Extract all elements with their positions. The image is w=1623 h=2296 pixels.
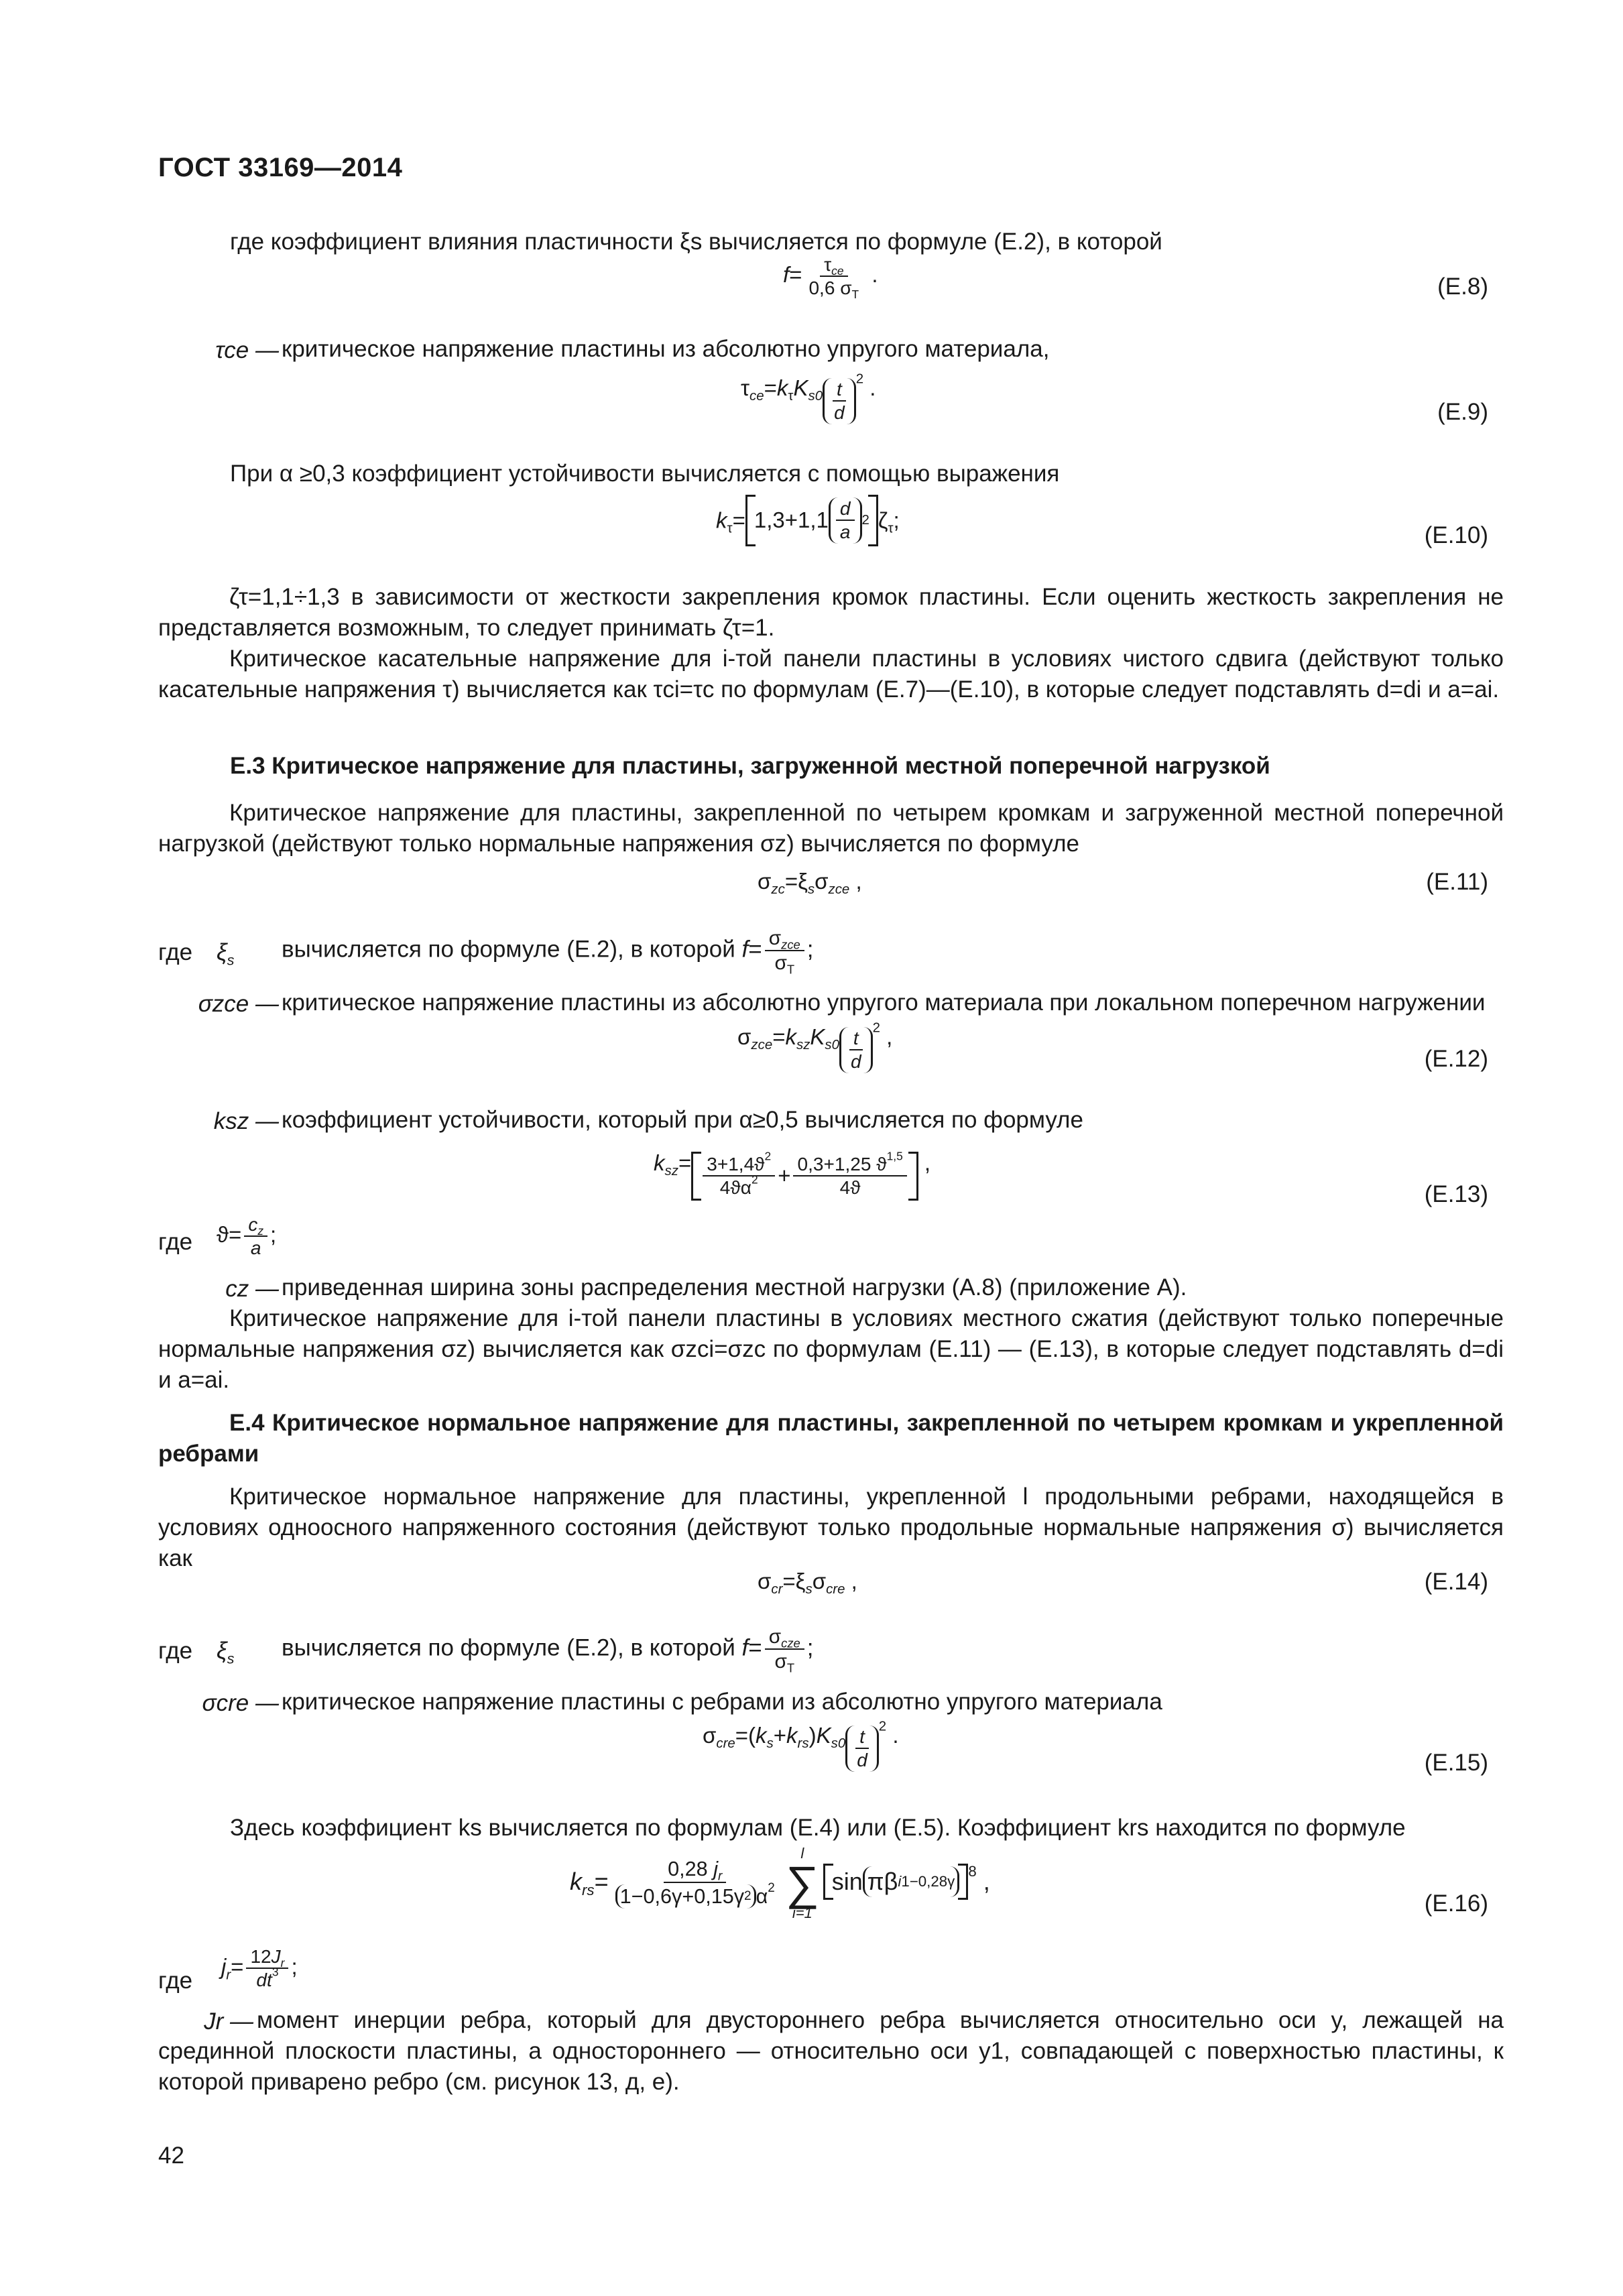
definition-text: критическое напряжение пластины из абсолютно упругого материала, <box>282 336 1050 362</box>
equation-number: (Е.9) <box>1437 399 1488 425</box>
paragraph-alpha: При α ≥0,3 коэффициент устойчивости вычисляется с помощью выражения <box>230 461 1060 487</box>
paragraph-local-compression: Критическое напряжение для i-той панели пластины в условиях местного сжатия (действуют только поперечные нормальные напряжения σz) вычисляется как σzci=σzc по формулам (Е.11) — (Е.13), в которые следует подставлять d=di и a=ai. <box>158 1305 1504 1393</box>
definition-symbol: ksz — <box>213 1108 279 1134</box>
equation-number: (Е.10) <box>1424 522 1488 548</box>
equation-e8: f= $\frac{\tau_{ce}}{0,6 \sigma_Т}$ . <box>783 254 878 302</box>
where-text: вычисляется по формуле (Е.2), в которой f= $\frac{\sigma_{cze}}{\sigma_Т}$ ; <box>282 1626 814 1675</box>
equation-e10: $k_\tau= 1,3+1,1$ $\frac{d}{a}$ 2 $\zeta_\tau$; <box>716 495 900 546</box>
where-label: где <box>158 939 193 965</box>
where-label: где <box>158 1968 193 1994</box>
definition-text: критическое напряжение пластины из абсолютно упругого материала при локальном поперечном нагружении <box>282 989 1486 1016</box>
equation-number: (Е.15) <box>1424 1750 1488 1776</box>
equation-e15: $\sigma_{cre}=(k_s+k_{rs})K_{s0}$ $\frac{t}{d}$ $^2$ . <box>703 1718 899 1771</box>
equation-number: (Е.16) <box>1424 1890 1488 1917</box>
paragraph-text: где коэффициент влияния пластичности ξs вычисляется по формуле (Е.2), в которой <box>230 229 1162 255</box>
paragraph-zeta: ζτ=1,1÷1,3 в зависимости от жесткости закрепления кромок пластины. Если оценить жесткость закрепления не представляется возможным, то следует принимать ζτ=1. <box>158 584 1504 641</box>
definition-symbol: cz — <box>225 1276 279 1302</box>
definition-symbol: σcre — <box>202 1690 279 1716</box>
paragraph-shear: Критическое касательные напряжение для i-той панели пластины в условиях чистого сдвига (действуют только касательные напряжения τ) вычисляется как τci=τc по формулам (Е.7)—(Е.10), в которые следует подставлять d=di и a=ai. <box>158 646 1504 703</box>
definition-text: приведенная ширина зоны распределения местной нагрузки (А.8) (приложение А). <box>282 1274 1187 1301</box>
section-heading-e4: Е.4 Критическое нормальное напряжение для пластины, закрепленной по четырем кромкам и укрепленной ребрами <box>158 1410 1504 1467</box>
equation-e9: $\tau_{ce}=k_\tau K_{s0}$ $\frac{t}{d}$ $^2$ . <box>741 371 876 424</box>
document-header: ГОСТ 33169—2014 <box>158 153 403 182</box>
definition-symbol: Jr — <box>204 2008 253 2035</box>
equation-e11: $\sigma_{zc}=\xi_s\sigma_{zce}$ , <box>758 869 862 898</box>
where-symbol: $\xi_s$ <box>217 1638 235 1667</box>
definition-symbol: τce — <box>215 337 279 363</box>
equation-number: (Е.8) <box>1437 274 1488 300</box>
equation-number: (Е.13) <box>1424 1181 1488 1207</box>
equation-e12: $\sigma_{zce}=k_{sz}K_{s0}$ $\frac{t}{d}$ $^2$ , <box>737 1020 893 1073</box>
page-number: 42 <box>158 2142 184 2169</box>
paragraph-e4: Критическое нормальное напряжение для пластины, укрепленной l продольными ребрами, находящейся в условиях одноосного напряженного состояния (действуют только продольные нормальные напряжения σ) вычисляется как <box>158 1484 1504 1571</box>
paragraph-ks: Здесь коэффициент ks вычисляется по формулам (Е.4) или (Е.5). Коэффициент krs находится по формуле <box>230 1815 1406 1841</box>
paragraph-plasticity <box>230 227 1504 257</box>
definition-text: критическое напряжение пластины с ребрами из абсолютно упругого материала <box>282 1689 1162 1715</box>
equation-e14: $\sigma_{cr}=\xi_s\sigma_{cre}$ , <box>758 1569 857 1597</box>
paragraph-e3: Критическое напряжение для пластины, закрепленной по четырем кромкам и загруженной местной поперечной нагрузкой (действуют только нормальные напряжения σz) вычисляется по формуле <box>158 800 1504 857</box>
definition-text: момент инерции ребра, который для двустороннего ребра вычисляется относительно оси y, лежащей на срединной плоскости пластины, а одностороннего — относительно оси y1, совпадающей с поверхностью пластины, к которой приварено ребро (см. рисунок 13, д, е). <box>158 2007 1504 2095</box>
theta-formula: ϑ= $\frac{c_z}{a}$ ; <box>217 1214 277 1259</box>
where-label: где <box>158 1229 193 1255</box>
definition-symbol: σzce — <box>198 991 279 1017</box>
definition-text: коэффициент устойчивости, который при α≥0,5 вычисляется по формуле <box>282 1107 1083 1133</box>
where-text: вычисляется по формуле (Е.2), в которой f= $\frac{\sigma_{zce}}{\sigma_Т}$ ; <box>282 927 814 977</box>
equation-number: (Е.12) <box>1424 1046 1488 1072</box>
jr-formula: $j_r=$ $\frac{12J_r}{dt^3}$ ; <box>221 1946 298 1991</box>
equation-number: (Е.11) <box>1426 869 1488 895</box>
where-label: где <box>158 1638 193 1664</box>
equation-e16: $k_{rs}=$ 0,28 $j_r$ 1−0,6γ+0,15γ 2 $\alpha^2$ l ∑ i=1 sin πβ i 1−0,28γ $^8$ , <box>570 1845 990 1921</box>
equation-number: (Е.14) <box>1424 1569 1488 1595</box>
where-symbol: $\xi_s$ <box>217 939 235 969</box>
section-heading-e3: Е.3 Критическое напряжение для пластины, загруженной местной поперечной нагрузкой <box>230 753 1270 779</box>
equation-e13: $k_{sz}=$ $\frac{3+1,4ϑ^2}{4ϑ\alpha^2}$ + $\frac{0,3+1,25 ϑ^{1,5}}{4ϑ}$ , <box>654 1150 930 1201</box>
